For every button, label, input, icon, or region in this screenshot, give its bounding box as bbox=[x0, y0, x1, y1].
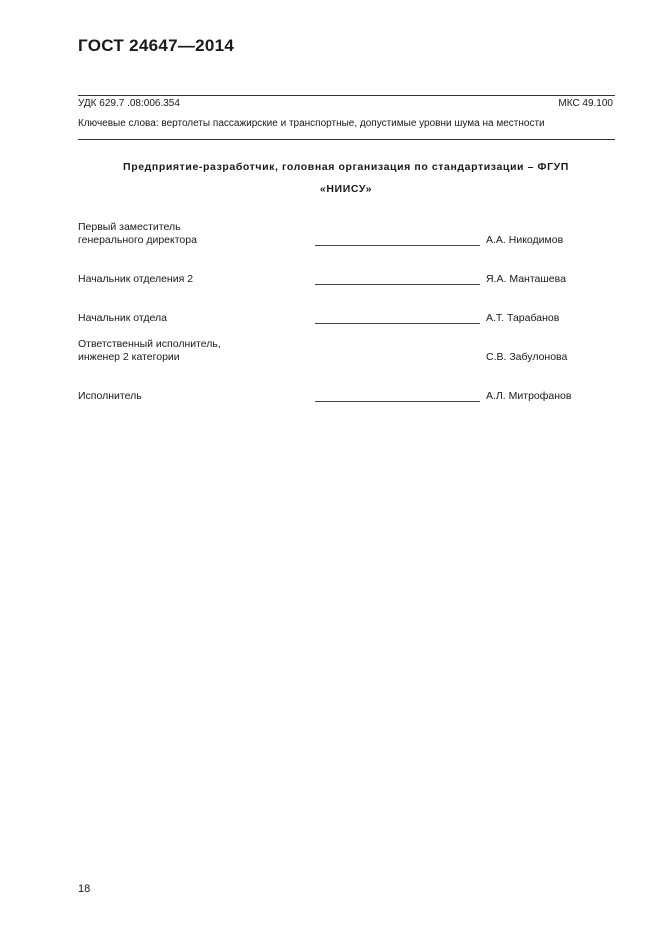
signature-row bbox=[78, 293, 615, 325]
signature-row bbox=[78, 332, 615, 364]
signatory-role bbox=[78, 312, 167, 325]
signatory-name: С.В. Забулонова bbox=[486, 351, 568, 363]
role-line: генерального директора bbox=[78, 234, 197, 246]
developer-line-1: Предприятие-разработчик, головная организация по стандартизации – ФГУП bbox=[123, 161, 569, 173]
signature-line bbox=[315, 245, 480, 246]
developer-statement bbox=[78, 156, 614, 200]
signatory-role bbox=[78, 221, 197, 247]
bottom-divider bbox=[78, 139, 615, 140]
document-title: ГОСТ 24647—2014 bbox=[78, 36, 235, 55]
signatory-role bbox=[78, 390, 142, 403]
signature-row bbox=[78, 371, 615, 403]
signatory-name: А.Л. Митрофанов bbox=[486, 390, 572, 402]
signatory-role bbox=[78, 338, 221, 364]
signature-row bbox=[78, 254, 615, 286]
signature-line bbox=[315, 323, 480, 324]
signature-line bbox=[315, 401, 480, 402]
mks-code: МКС 49.100 bbox=[558, 98, 613, 109]
role-line: Исполнитель bbox=[78, 390, 142, 402]
role-line: Первый заместитель bbox=[78, 221, 181, 233]
signatory-name: А.А. Никодимов bbox=[486, 234, 564, 246]
developer-line-2: «НИИСУ» bbox=[319, 183, 373, 195]
role-line: Начальник отдела bbox=[78, 312, 167, 324]
signatory-name: А.Т. Тарабанов bbox=[486, 312, 560, 324]
role-line: Начальник отделения 2 bbox=[78, 273, 194, 285]
keywords-line: Ключевые слова: вертолеты пассажирские и транспортные, допустимые уровни шума на местности bbox=[78, 118, 545, 129]
signatory-name: Я.А. Манташева bbox=[486, 273, 566, 285]
page-number: 18 bbox=[78, 883, 91, 895]
signature-row bbox=[78, 215, 615, 247]
signatory-role bbox=[78, 273, 193, 286]
top-divider bbox=[78, 95, 615, 96]
signature-line bbox=[315, 284, 480, 285]
role-line: Ответственный исполнитель, bbox=[78, 338, 221, 350]
role-line: инженер 2 категории bbox=[78, 351, 180, 363]
udk-code: УДК 629.7 .08:006.354 bbox=[78, 98, 180, 109]
